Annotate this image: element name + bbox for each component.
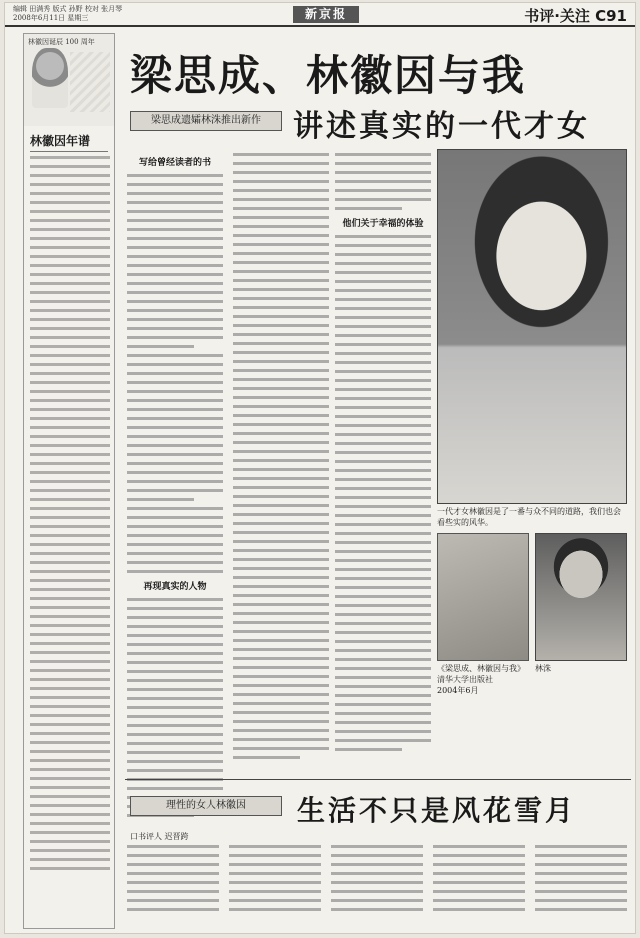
secondary-headline: 讲述真实的一代才女 [293,109,590,144]
section2-byline: 口书评人 迟晋跨 [130,832,189,841]
article-column-3 [335,153,431,773]
masthead-credits: 编辑 田满秀 版式 孙野 校对 张月琴 [13,5,123,13]
book-cover-photo [437,533,529,661]
section-divider [125,779,631,780]
masthead [5,3,636,27]
masthead-meta [13,5,122,23]
masthead-date: 2008年6月11日 星期三 [13,14,89,22]
article-column-1 [127,151,223,771]
portrait-photo-lin-zhu [535,533,627,661]
decorative-pattern [70,52,110,112]
main-headline: 梁思成、林徽因与我 [130,51,527,100]
section2-kicker: 理性的女人林徽因 [130,796,282,816]
main-photo-caption: 一代才女林徽因是了一番与众不同的道路，我们也会看些实的风华。 [437,507,621,527]
anniversary-badge: 林徽因诞辰 100 周年 [28,38,95,46]
sidebar-header [24,34,114,126]
chronology-text [30,156,110,926]
newspaper-page [4,2,636,934]
section-page-label: 书评·关注 C91 [524,7,627,25]
section2-headline: 生活不只是风花雪月 [297,794,577,827]
subhead-2: 他们关于幸福的体验 [342,219,424,229]
newspaper-logo: 新京报 [293,6,359,23]
article-column-2 [233,153,329,773]
book-caption: 《梁思成、林徽因与我》 清华大学出版社 2004年6月 [437,664,525,695]
subhead-1: 写给曾经读者的书 [138,158,211,168]
left-sidebar [23,33,115,929]
lin-zhu-caption: 林洙 [535,664,551,673]
kicker-label: 梁思成遗孀林洙推出新作 [130,111,282,131]
portrait-photo-lin-huiyin [437,149,627,504]
section2-body [127,845,627,931]
small-portrait [32,48,68,108]
subhead-3: 再现真实的人物 [143,582,207,592]
chronology-title: 林徽因年谱 [30,132,108,152]
